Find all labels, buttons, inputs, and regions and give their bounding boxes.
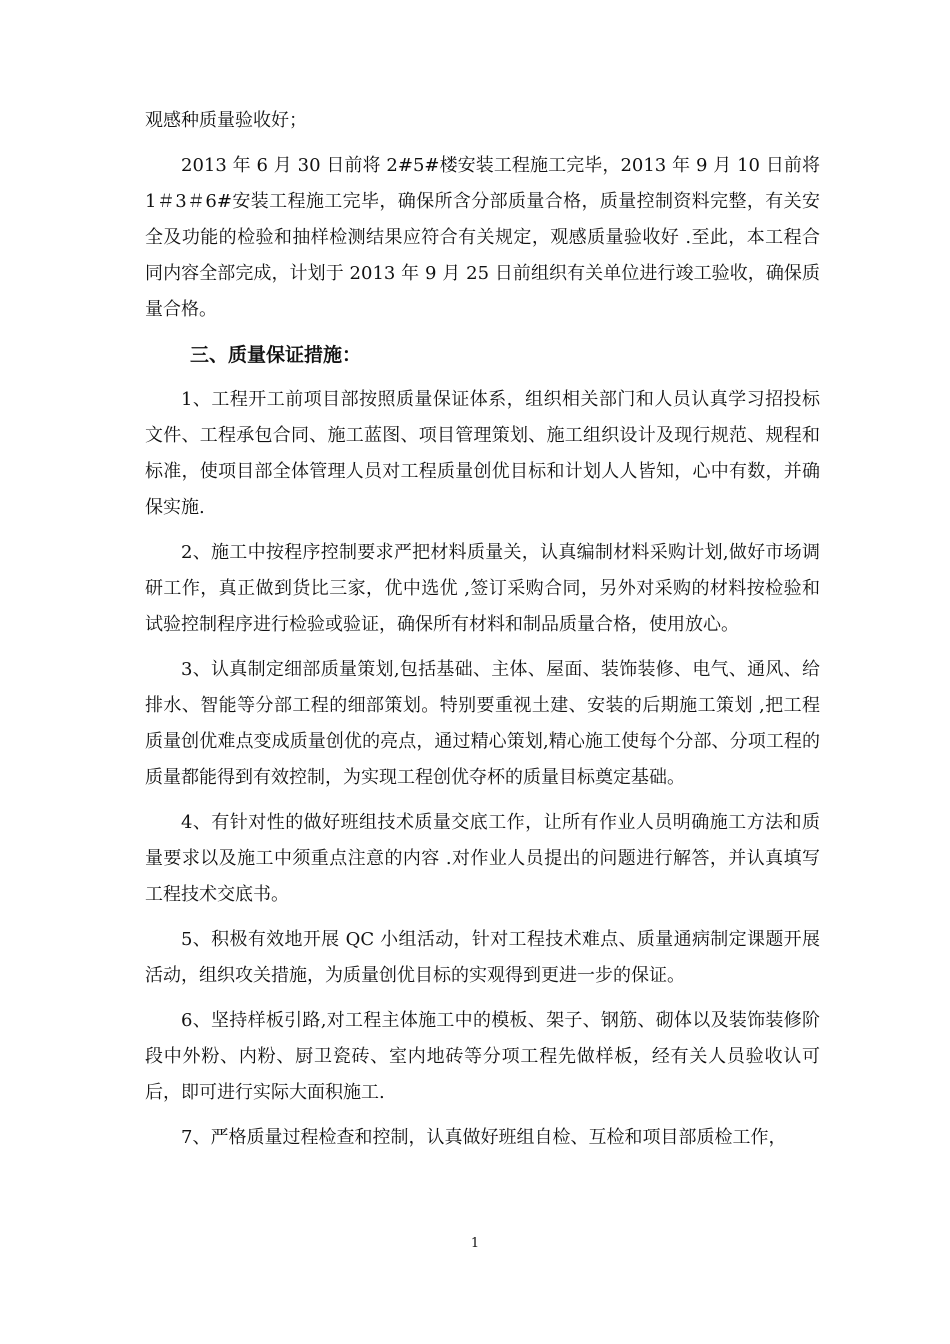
measure-item-7: 7、严格质量过程检查和控制，认真做好班组自检、互检和项目部质检工作， bbox=[181, 1127, 787, 1148]
document-body bbox=[145, 103, 820, 1165]
measure-item-4: 4、有针对性的做好班组技术质量交底工作，让所有作业人员明确施工方法和质量要求以及施工中须重点注意的内容 .对作业人员提出的问题进行解答，并认真填写工程技术交底书。 bbox=[145, 812, 820, 905]
section-heading: 三、质量保证措施： bbox=[190, 344, 362, 366]
measure-item-6: 6、坚持样板引路,对工程主体施工中的模板、架子、钢筋、砌体以及装饰装修阶段中外粉、内粉、厨卫瓷砖、室内地砖等分项工程先做样板，经有关人员验收认可后，即可进行实际大面积施工. bbox=[145, 1010, 820, 1103]
page-number: 1 bbox=[470, 1236, 480, 1251]
measure-item-2: 2、施工中按程序控制要求严把材料质量关，认真编制材料采购计划,做好市场调研工作，真正做到货比三家，优中选优 ,签订采购合同，另外对采购的材料按检验和试验控制程序进行检验或验证，确保所有材料和制品质量合格，使用放心。 bbox=[145, 542, 820, 635]
measure-item-1: 1、工程开工前项目部按照质量保证体系，组织相关部门和人员认真学习招投标文件、工程承包合同、施工蓝图、项目管理策划、施工组织设计及现行规范、规程和标准，使项目部全体管理人员对工程质量创优目标和计划人人皆知，心中有数，并确保实施. bbox=[145, 389, 820, 518]
measure-item-5: 5、积极有效地开展 QC 小组活动，针对工程技术难点、质量通病制定课题开展活动，组织攻关措施，为质量创优目标的实观得到更进一步的保证。 bbox=[145, 929, 820, 986]
measure-item-3: 3、认真制定细部质量策划,包括基础、主体、屋面、装饰装修、电气、通风、给排水、智能等分部工程的细部策划。特别要重视土建、安装的后期施工策划 ,把工程质量创优难点变成质量创优的亮点，通过精心策划,精心施工使每个分部、分项工程的质量都能得到有效控制，为实现工程创优夺杯的质量目标奠定基础。 bbox=[145, 659, 820, 788]
opening-fragment: 观感种质量验收好； bbox=[145, 110, 307, 131]
schedule-paragraph: 2013 年 6 月 30 日前将 2#5#楼安装工程施工完毕，2013 年 9 月 10 日前将 1＃3＃6#安装工程施工完毕，确保所含分部质量合格，质量控制资料完整，有关安全及功能的检验和抽样检测结果应符合有关规定，观感质量验收好 .至此，本工程合同内容全部完成，计划于 2013 年 9 月 25 日前组织有关单位进行竣工验收，确保质量合格。 bbox=[145, 155, 820, 320]
